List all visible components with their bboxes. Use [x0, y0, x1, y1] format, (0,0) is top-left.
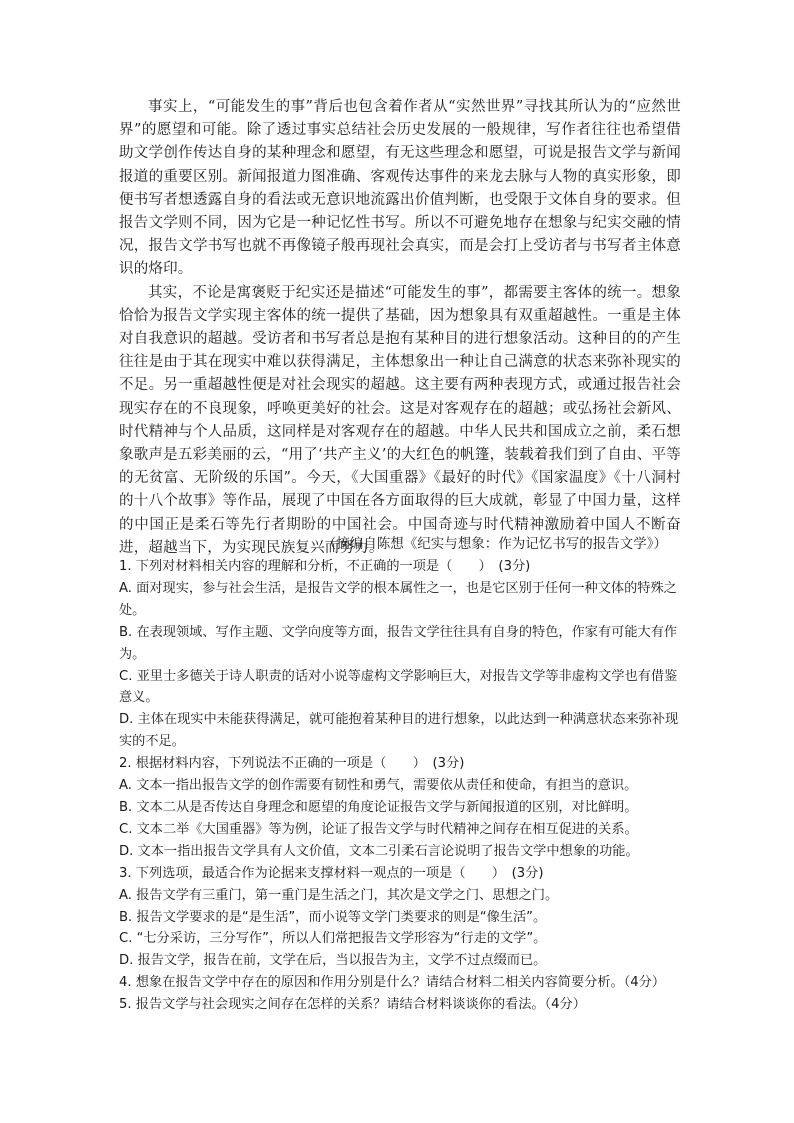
question-option: D. 文本一指出报告文学具有人文价值，文本二引柔石言论说明了报告文学中想象的功能。 — [119, 843, 639, 859]
question-option: D. 主体在现实中未能获得满足，就可能抱着某种目的进行想象，以此达到一种满意状态来弥补现实的不足。 — [119, 712, 679, 750]
question-2 — [119, 753, 679, 863]
source-citation: （摘编自陈想《纪实与想象：作为记忆书写的报告文学》） — [322, 536, 667, 552]
question-option: B. 报告文学要求的是“是生活”，而小说等文学门类要求的则是“像生活”。 — [119, 909, 547, 925]
question-5 — [119, 994, 679, 1016]
question-list — [119, 556, 679, 1016]
question-1 — [119, 556, 679, 753]
question-stem: 5. 报告文学与社会现实之间存在怎样的关系？请结合材料谈谈你的看法。（4分） — [119, 997, 586, 1013]
question-option: D. 报告文学，报告在前，文学在后，当以报告为主，文学不过点缀而已。 — [119, 953, 547, 969]
question-3 — [119, 863, 679, 973]
passage-paragraph-1: 事实上，“可能发生的事”背后也包含着作者从“实然世界”寻找其所认为的“应然世界”的愿望和可能。除了透过事实总结社会历史发展的一般规律，写作者往往也希望借助文学创作传达自身的某种理念和愿望，有无这些理念和愿望，可说是报告文学与新闻报道的重要区别。新闻报道力图准确、客观传达事件的来龙去脉与人物的真实形象，即便书写者想透露自身的看法或无意识地流露出价值判断，也受限于文体自身的要求。但报告文学则不同，因为它是一种记忆性书写。所以不可避免地存在想象与纪实交融的情况，报告文学书写也就不再像镜子般再现社会真实，而是会打上受访者与书写者主体意识的烙印。 — [119, 99, 681, 278]
question-stem: 2. 根据材料内容，下列说法不正确的一项是（ ） (3分) — [119, 756, 465, 772]
question-option: B. 在表现领域、写作主题、文学向度等方面，报告文学往往具有自身的特色，作家有可能大有作为。 — [119, 624, 678, 662]
question-option: A. 文本一指出报告文学的创作需要有韧性和勇气，需要依从责任和使命，有担当的意识。 — [119, 778, 638, 794]
question-option: C. “七分采访，三分写作”，所以人们常把报告文学形容为“行走的文学”。 — [119, 931, 547, 947]
question-stem: 3. 下列选项，最适合作为论据来支撑材料一观点的一项是（ ） (3分) — [119, 865, 544, 881]
question-option: B. 文本二从是否传达自身理念和愿望的角度论证报告文学与新闻报道的区别，对比鲜明。 — [119, 799, 638, 815]
question-option: C. 亚里士多德关于诗人职责的话对小说等虚构文学影响巨大，对报告文学等非虚构文学也有借鉴意义。 — [119, 668, 678, 706]
question-option: C. 文本二举《大国重器》等为例，论证了报告文学与时代精神之间存在相互促进的关系。 — [119, 821, 638, 837]
question-stem: 1. 下列对材料相关内容的理解和分析，不正确的一项是（ ） (3分) — [119, 559, 531, 574]
passage-paragraph-2: 其实，不论是寓褒贬于纪实还是描述“可能发生的事”，都需要主客体的统一。想象恰恰为报告文学实现主客体的统一提供了基础，因为想象具有双重超越性。一重是主体对自我意识的超越。受访者和书写者总是抱有某种目的进行想象活动。这种目的的产生往往是由于其在现实中难以获得满足，主体想象出一种让自己满意的状态来弥补现实的不足。另一重超越性便是对社会现实的超越。这主要有两种表现方式，或通过报告社会现实存在的不良现象，呼唤更美好的社会。这是对客观存在的超越；或弘扬社会新风、时代精神与个人品质，这同样是对客观存在的超越。中华人民共和国成立之前，柔石想象歌声是五彩美丽的云，“用了‘共产主义’的大红色的帆篷，装载着我们到了自由、平等的无贫富、无阶级的乐国”。今天，《大国重器》《最好的时代》《国家温度》《十八洞村的十八个故事》等作品，展现了中国在各方面取得的巨大成就，彰显了中国力量，这样的中国正是柔石等先行者期盼的中国社会。中国奇迹与时代精神激励着中国人不断奋进，超越当下，为实现民族复兴而努力。 — [119, 284, 681, 556]
question-stem: 4. 想象在报告文学中存在的原因和作用分别是什么？请结合材料二相关内容简要分析。（4分） — [119, 975, 666, 991]
question-option: A. 报告文学有三重门，第一重门是生活之门，其次是文学之门、思想之门。 — [119, 887, 559, 903]
passage-text — [119, 96, 681, 560]
question-option: A. 面对现实，参与社会生活，是报告文学的根本属性之一，也是它区别于任何一种文体的特殊之处。 — [119, 580, 677, 618]
question-4 — [119, 972, 679, 994]
